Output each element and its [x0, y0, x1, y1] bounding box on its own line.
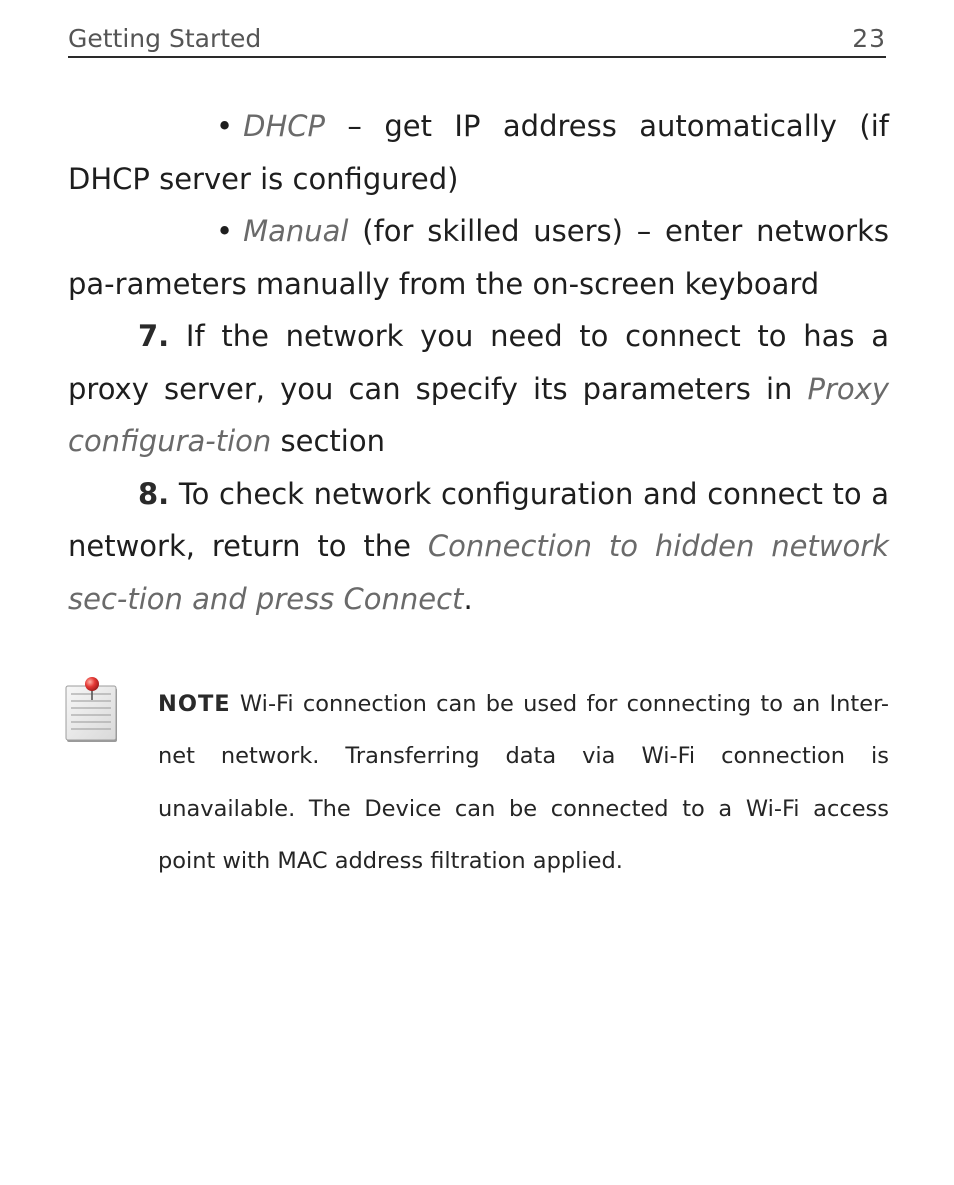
step-text: If the network you need to connect to has a proxy server, you can specify its parameters in	[68, 319, 889, 406]
step-text-end: .	[463, 581, 473, 616]
bullet-term: DHCP	[243, 109, 325, 143]
main-text	[68, 100, 889, 625]
bullet-item-manual	[68, 205, 889, 310]
page-number: 23	[852, 24, 886, 53]
bullet-text: (for skilled users) – enter networks pa-rameters manually from the on-screen keyboard	[68, 214, 889, 301]
step-8	[68, 468, 889, 626]
step-emphasis: Proxy configura-tion	[68, 371, 889, 458]
page-header	[68, 22, 886, 58]
bullet-item-dhcp	[68, 100, 889, 205]
step-emphasis: Connection to hidden network sec-tion and press Connect	[68, 529, 889, 616]
bullet-icon: •	[216, 109, 234, 143]
step-text: To check network configuration and connect to a network, return to the	[68, 476, 889, 563]
step-number: 7.	[138, 319, 170, 353]
step-text-end: section	[271, 424, 385, 458]
notepad-pin-icon	[64, 676, 120, 744]
chapter-title: Getting Started	[68, 24, 262, 53]
note-paragraph	[158, 678, 889, 887]
step-number: 8.	[138, 476, 170, 511]
step-7	[68, 310, 889, 468]
bullet-icon: •	[216, 214, 234, 248]
note-block	[158, 678, 889, 887]
note-text: Wi-Fi connection can be used for connecting to an Inter-net network. Transferring data via Wi-Fi connection is unavailable. The Device can be connected to a Wi-Fi access point with MAC address filtration applied.	[158, 691, 889, 874]
bullet-text: – get IP address automatically (if DHCP server is configured)	[68, 109, 889, 196]
note-label: NOTE	[158, 691, 231, 717]
bullet-term: Manual	[243, 214, 349, 248]
